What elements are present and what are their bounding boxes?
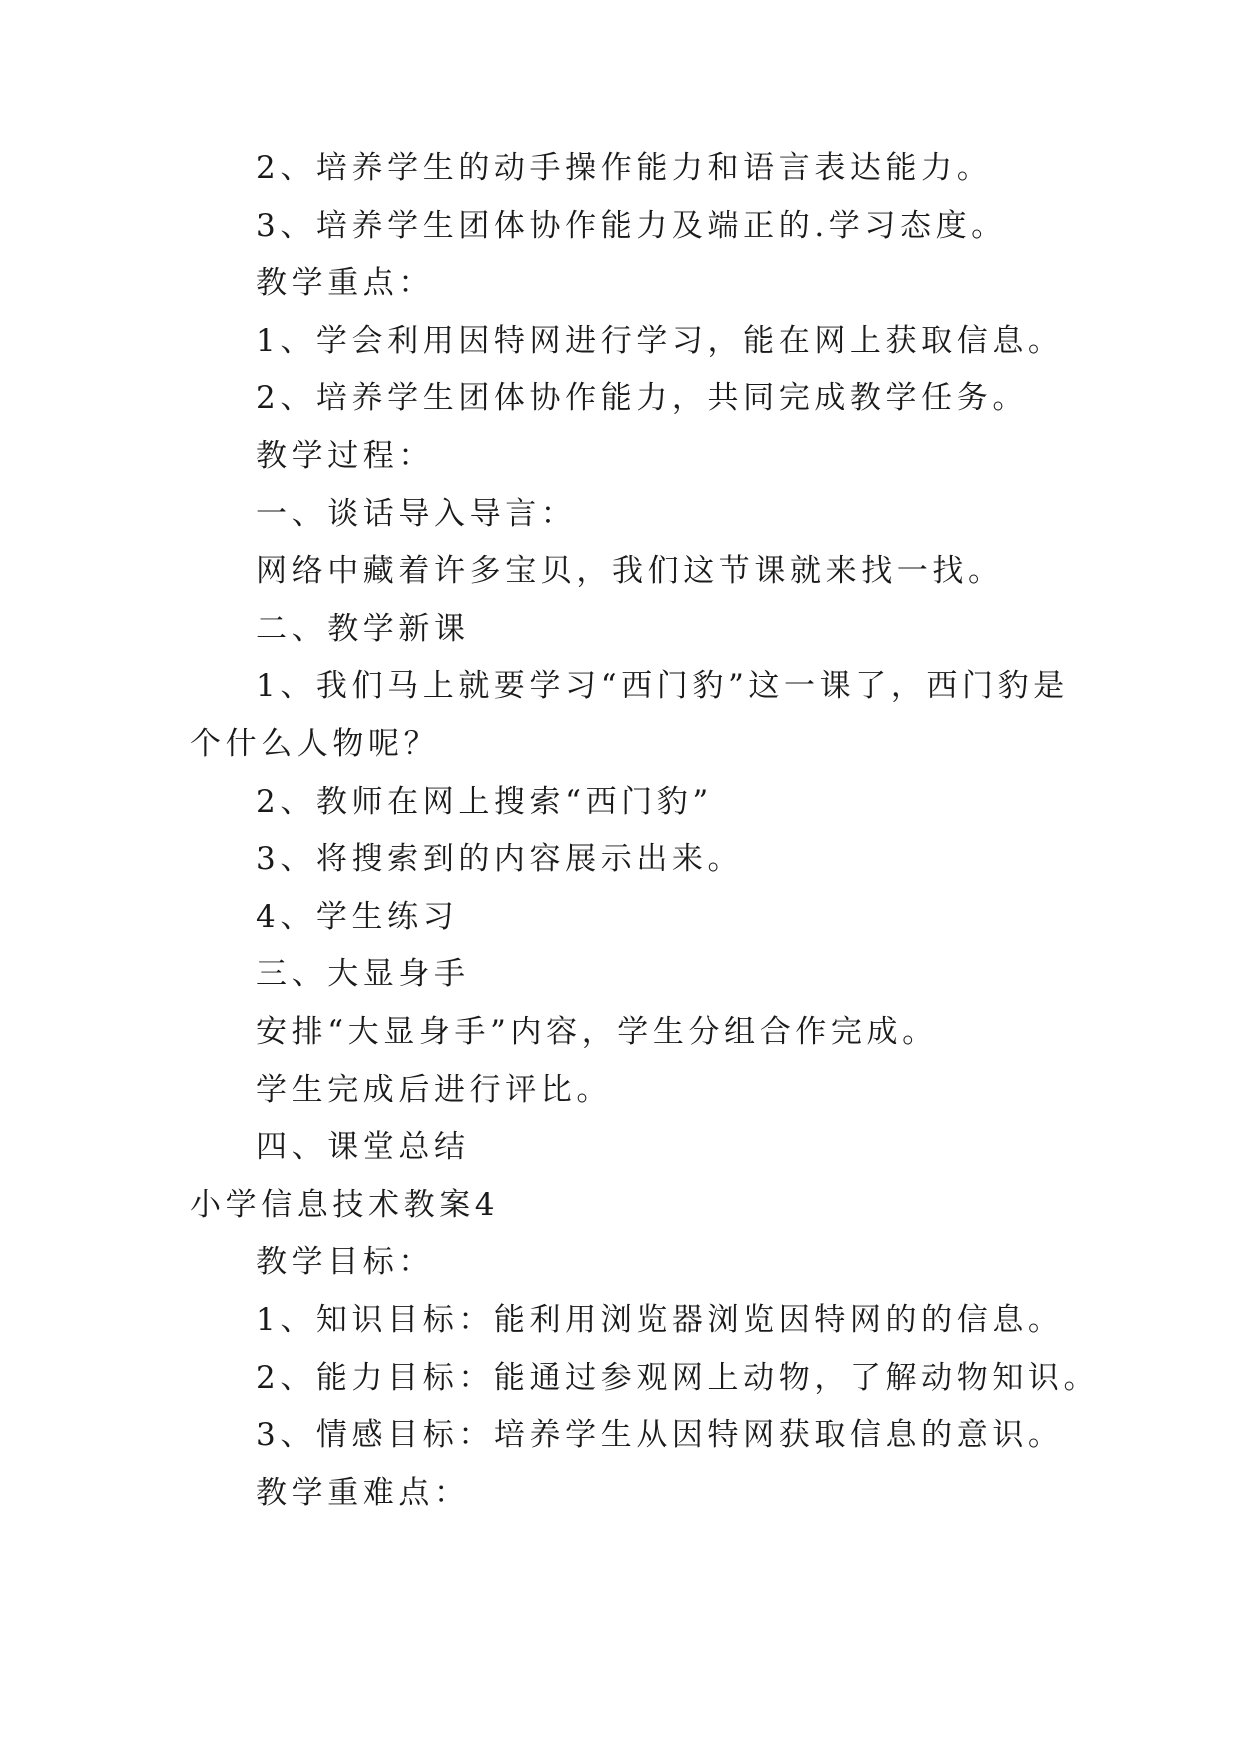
paragraph-line: 4、学生练习 xyxy=(256,898,459,935)
continuation-line: 小学信息技术教案4 xyxy=(190,1186,500,1223)
paragraph-line: 教学过程： xyxy=(256,438,434,474)
paragraph-line: 3、将搜索到的内容展示出来。 xyxy=(256,841,744,878)
paragraph-line: 学生完成后进行评比。 xyxy=(256,1071,612,1108)
paragraph-line: 1、学会利用因特网进行学习，能在网上获取信息。 xyxy=(256,322,1064,359)
paragraph-line: 2、培养学生的动手操作能力和语言表达能力。 xyxy=(256,150,993,186)
paragraph-line: 一、谈话导入导言： xyxy=(256,495,577,532)
continuation-line: 个什么人物呢？ xyxy=(190,726,440,762)
paragraph-line: 三、大显身手 xyxy=(256,956,470,993)
paragraph-line: 1、知识目标：能利用浏览器浏览因特网的的信息。 xyxy=(256,1302,1064,1338)
paragraph-line: 二、教学新课 xyxy=(256,610,470,647)
paragraph-line: 教学目标： xyxy=(256,1244,434,1281)
paragraph-line: 2、能力目标：能通过参观网上动物，了解动物知识。 xyxy=(256,1359,1100,1396)
paragraph-line: 四、课堂总结 xyxy=(256,1129,470,1166)
paragraph-line: 教学重难点： xyxy=(256,1474,470,1511)
paragraph-line: 3、情感目标：培养学生从因特网获取信息的意识。 xyxy=(256,1417,1064,1454)
paragraph-line: 教学重点： xyxy=(256,265,434,302)
paragraph-line: 1、我们马上就要学习“西门豹”这一课了，西门豹是 xyxy=(256,668,1069,705)
paragraph-line: 安排“大显身手”内容，学生分组合作完成。 xyxy=(256,1014,938,1050)
paragraph-line: 网络中藏着许多宝贝，我们这节课就来找一找。 xyxy=(256,553,1004,590)
paragraph-line: 2、培养学生团体协作能力，共同完成教学任务。 xyxy=(256,380,1028,417)
paragraph-line: 3、培养学生团体协作能力及端正的.学习态度。 xyxy=(256,207,1007,244)
paragraph-line: 2、教师在网上搜索“西门豹” xyxy=(256,783,713,820)
